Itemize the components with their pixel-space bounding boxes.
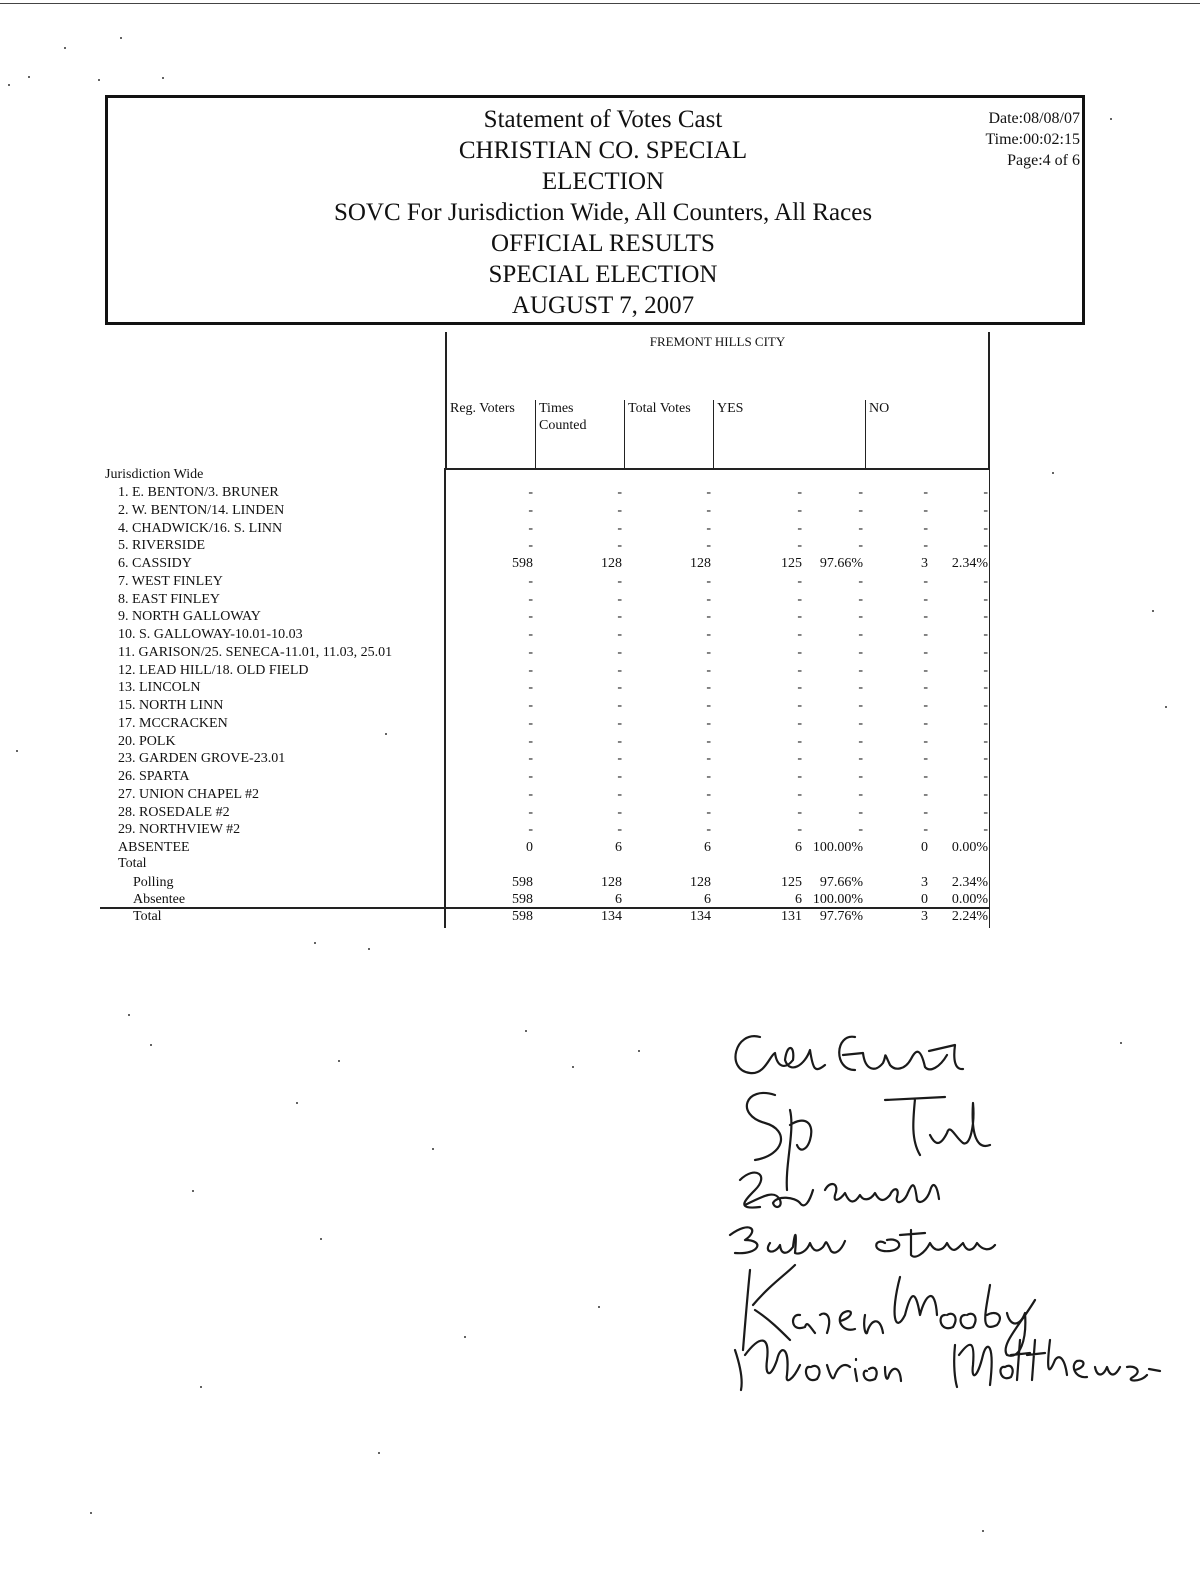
cell-yes-pct: - bbox=[858, 680, 863, 696]
cell-no: - bbox=[923, 822, 928, 838]
title-line: ELECTION bbox=[541, 168, 665, 195]
row-label: Total bbox=[133, 909, 162, 924]
signature-3 bbox=[740, 1173, 939, 1208]
cell-total: 128 bbox=[690, 556, 711, 571]
table-row bbox=[0, 821, 1000, 839]
cell-yes-pct: - bbox=[858, 591, 863, 607]
cell-times: - bbox=[617, 804, 622, 820]
cell-yes-pct: - bbox=[858, 698, 863, 713]
cell-no-pct: - bbox=[983, 644, 988, 660]
cell-reg: - bbox=[528, 715, 533, 731]
cell-times: 128 bbox=[601, 875, 622, 890]
signature-1 bbox=[736, 1036, 963, 1073]
cell-reg: - bbox=[528, 609, 533, 625]
cell-no: - bbox=[923, 715, 928, 731]
cell-reg: 598 bbox=[512, 875, 533, 890]
signature-6 bbox=[735, 1340, 1160, 1390]
cell-total: - bbox=[706, 591, 711, 607]
row-label: 26. SPARTA bbox=[118, 769, 190, 784]
cell-total: - bbox=[706, 698, 711, 713]
signature-block bbox=[715, 1015, 1175, 1395]
title-line: SPECIAL ELECTION bbox=[488, 261, 718, 288]
table-row bbox=[0, 786, 1000, 804]
cell-times: - bbox=[617, 680, 622, 696]
cell-yes-pct: - bbox=[858, 627, 863, 642]
cell-no: - bbox=[923, 627, 928, 642]
cell-yes-pct: 100.00% bbox=[812, 892, 863, 907]
cell-yes: - bbox=[797, 680, 802, 696]
cell-yes: - bbox=[797, 485, 802, 500]
cell-no-pct: 0.00% bbox=[951, 892, 988, 907]
cell-no: 3 bbox=[921, 556, 928, 571]
row-label: 27. UNION CHAPEL #2 bbox=[118, 786, 260, 802]
cell-total: - bbox=[706, 573, 711, 589]
row-label: 17. MCCRACKEN bbox=[118, 715, 228, 731]
cell-yes: 131 bbox=[781, 909, 802, 924]
cell-no-pct: - bbox=[983, 751, 988, 767]
cell-no-pct: - bbox=[983, 715, 988, 731]
cell-reg: - bbox=[528, 591, 533, 607]
cell-reg: - bbox=[528, 662, 533, 678]
cell-yes-pct: - bbox=[858, 822, 863, 838]
table-row bbox=[0, 768, 1000, 786]
row-label: 28. ROSEDALE #2 bbox=[118, 804, 230, 820]
cell-yes-pct: 97.76% bbox=[819, 909, 863, 924]
cell-total: 128 bbox=[690, 875, 711, 890]
cell-yes: - bbox=[797, 822, 802, 838]
cell-times: - bbox=[617, 786, 622, 802]
cell-yes: - bbox=[797, 538, 802, 554]
handwritten-signatures bbox=[715, 1015, 1175, 1395]
table-row bbox=[0, 679, 1000, 697]
cell-yes: 125 bbox=[781, 875, 802, 890]
row-label: 29. NORTHVIEW #2 bbox=[118, 822, 241, 838]
cell-no: 0 bbox=[921, 840, 928, 855]
table-row bbox=[0, 908, 1000, 926]
row-label: 1. E. BENTON/3. BRUNER bbox=[118, 485, 279, 500]
report-date: Date:08/08/07 bbox=[988, 110, 1080, 127]
cell-total: - bbox=[706, 662, 711, 678]
cell-no-pct: - bbox=[983, 786, 988, 802]
totals-label: Total bbox=[118, 856, 147, 871]
cell-no: - bbox=[923, 751, 928, 767]
cell-no: - bbox=[923, 804, 928, 820]
table-row bbox=[0, 715, 1000, 733]
cell-no-pct: - bbox=[983, 733, 988, 749]
cell-no: - bbox=[923, 786, 928, 802]
cell-no-pct: 2.24% bbox=[951, 909, 988, 924]
cell-yes: - bbox=[797, 502, 802, 518]
report-title bbox=[258, 104, 948, 321]
cell-no: - bbox=[923, 520, 928, 536]
col-total-votes: Total Votes bbox=[624, 400, 713, 468]
cell-yes-pct: - bbox=[858, 751, 863, 767]
table-row bbox=[0, 662, 1000, 680]
row-label: 6. CASSIDY bbox=[118, 556, 192, 571]
cell-yes: - bbox=[797, 644, 802, 660]
cell-no: - bbox=[923, 733, 928, 749]
title-line: OFFICIAL RESULTS bbox=[491, 230, 715, 257]
cell-no-pct: - bbox=[983, 520, 988, 536]
cell-no: - bbox=[923, 680, 928, 696]
cell-no-pct: 2.34% bbox=[951, 875, 988, 890]
cell-yes-pct: - bbox=[858, 662, 863, 678]
cell-total: - bbox=[706, 485, 711, 500]
cell-total: - bbox=[706, 680, 711, 696]
cell-no: - bbox=[923, 609, 928, 625]
col-reg-voters: Reg. Voters bbox=[450, 401, 515, 416]
cell-times: - bbox=[617, 751, 622, 767]
cell-no-pct: - bbox=[983, 573, 988, 589]
cell-yes: 6 bbox=[795, 892, 802, 907]
cell-yes-pct: - bbox=[858, 520, 863, 536]
cell-no-pct: - bbox=[983, 485, 988, 500]
cell-times: - bbox=[617, 662, 622, 678]
row-label: 5. RIVERSIDE bbox=[118, 538, 206, 554]
cell-reg: - bbox=[528, 627, 533, 642]
table-row bbox=[0, 537, 1000, 555]
contest-name: FREMONT HILLS CITY bbox=[649, 334, 786, 349]
cell-yes: - bbox=[797, 715, 802, 731]
row-label: 10. S. GALLOWAY-10.01-10.03 bbox=[118, 627, 303, 642]
cell-times: - bbox=[617, 822, 622, 838]
cell-times: 128 bbox=[601, 556, 622, 571]
cell-no: 0 bbox=[921, 892, 928, 907]
cell-total: 134 bbox=[690, 909, 711, 924]
totals-label-row bbox=[0, 855, 1000, 873]
report-time: Time:00:02:15 bbox=[985, 131, 1080, 148]
cell-yes-pct: - bbox=[858, 485, 863, 500]
signature-2 bbox=[747, 1093, 990, 1190]
cell-yes-pct: 97.66% bbox=[819, 875, 863, 890]
section-label: Jurisdiction Wide bbox=[105, 467, 204, 482]
section-label-row bbox=[0, 466, 1000, 484]
cell-no: - bbox=[923, 698, 928, 713]
cell-yes: - bbox=[797, 698, 802, 713]
row-label: Polling bbox=[133, 875, 174, 890]
cell-times: - bbox=[617, 609, 622, 625]
col-yes: YES bbox=[713, 400, 865, 468]
table-row bbox=[0, 874, 1000, 892]
table-row bbox=[0, 697, 1000, 715]
cell-yes-pct: - bbox=[858, 786, 863, 802]
cell-yes: - bbox=[797, 573, 802, 589]
cell-reg: - bbox=[528, 538, 533, 554]
row-label: 8. EAST FINLEY bbox=[118, 591, 221, 607]
cell-no-pct: - bbox=[983, 662, 988, 678]
cell-total: 6 bbox=[704, 892, 711, 907]
title-line: CHRISTIAN CO. SPECIAL bbox=[458, 137, 748, 164]
cell-times: - bbox=[617, 627, 622, 642]
row-label: 4. CHADWICK/16. S. LINN bbox=[118, 520, 283, 536]
cell-times: - bbox=[617, 698, 622, 713]
cell-no-pct: - bbox=[983, 769, 988, 784]
cell-no: - bbox=[923, 485, 928, 500]
row-label: 12. LEAD HILL/18. OLD FIELD bbox=[118, 662, 309, 678]
row-label: 13. LINCOLN bbox=[118, 680, 201, 696]
table-row bbox=[0, 733, 1000, 751]
row-label: 20. POLK bbox=[118, 733, 176, 749]
report-meta bbox=[985, 108, 1080, 171]
cell-total: - bbox=[706, 627, 711, 642]
cell-reg: - bbox=[528, 680, 533, 696]
cell-total: - bbox=[706, 502, 711, 518]
cell-times: - bbox=[617, 715, 622, 731]
cell-no-pct: - bbox=[983, 804, 988, 820]
table-row bbox=[0, 555, 1000, 573]
row-label: 11. GARISON/25. SENECA-11.01, 11.03, 25.01 bbox=[118, 644, 393, 660]
cell-reg: - bbox=[528, 698, 533, 713]
cell-no-pct: - bbox=[983, 502, 988, 518]
cell-yes: - bbox=[797, 591, 802, 607]
cell-total: - bbox=[706, 733, 711, 749]
cell-total: - bbox=[706, 520, 711, 536]
cell-no-pct: - bbox=[983, 627, 988, 642]
cell-yes-pct: - bbox=[858, 502, 863, 518]
cell-yes-pct: - bbox=[858, 538, 863, 554]
cell-times: - bbox=[617, 733, 622, 749]
cell-total: - bbox=[706, 609, 711, 625]
cell-no: - bbox=[923, 538, 928, 554]
cell-total: - bbox=[706, 804, 711, 820]
cell-times: - bbox=[617, 538, 622, 554]
cell-no: - bbox=[923, 591, 928, 607]
cell-yes: - bbox=[797, 520, 802, 536]
row-label: 23. GARDEN GROVE-23.01 bbox=[118, 751, 286, 767]
cell-total: - bbox=[706, 715, 711, 731]
table-row bbox=[0, 626, 1000, 644]
cell-yes-pct: 100.00% bbox=[812, 840, 863, 855]
signature-5 bbox=[743, 1265, 1035, 1356]
cell-times: 6 bbox=[615, 892, 622, 907]
col-times-counted: Times Counted bbox=[535, 400, 624, 468]
title-line: AUGUST 7, 2007 bbox=[511, 292, 695, 319]
table-row bbox=[0, 573, 1000, 591]
cell-reg: - bbox=[528, 786, 533, 802]
title-line: Statement of Votes Cast bbox=[483, 106, 723, 133]
table-row bbox=[0, 750, 1000, 768]
cell-no-pct: - bbox=[983, 591, 988, 607]
cell-yes-pct: 97.66% bbox=[819, 556, 863, 571]
cell-times: - bbox=[617, 591, 622, 607]
cell-total: - bbox=[706, 786, 711, 802]
cell-times: - bbox=[617, 644, 622, 660]
cell-reg: - bbox=[528, 769, 533, 784]
cell-reg: - bbox=[528, 733, 533, 749]
cell-no-pct: 2.34% bbox=[951, 556, 988, 571]
cell-total: 6 bbox=[704, 840, 711, 855]
cell-yes: - bbox=[797, 786, 802, 802]
table-row bbox=[0, 520, 1000, 538]
cell-yes-pct: - bbox=[858, 644, 863, 660]
cell-no-pct: 0.00% bbox=[951, 840, 988, 855]
cell-times: - bbox=[617, 769, 622, 784]
cell-no-pct: - bbox=[983, 698, 988, 713]
cell-times: - bbox=[617, 520, 622, 536]
row-label: Absentee bbox=[133, 892, 186, 907]
cell-no-pct: - bbox=[983, 822, 988, 838]
cell-reg: - bbox=[528, 644, 533, 660]
signature-4 bbox=[730, 1227, 995, 1256]
cell-reg: - bbox=[528, 520, 533, 536]
cell-reg: 0 bbox=[526, 840, 533, 855]
row-label: ABSENTEE bbox=[118, 840, 190, 855]
table-row bbox=[0, 644, 1000, 662]
cell-total: - bbox=[706, 822, 711, 838]
cell-yes: - bbox=[797, 609, 802, 625]
col-no: NO bbox=[865, 400, 990, 468]
report-page: Page:4 of 6 bbox=[1007, 152, 1080, 169]
title-line: SOVC For Jurisdiction Wide, All Counters, All Races bbox=[333, 199, 873, 226]
cell-total: - bbox=[706, 538, 711, 554]
table-row bbox=[0, 804, 1000, 822]
cell-yes: 125 bbox=[781, 556, 802, 571]
row-label: 15. NORTH LINN bbox=[118, 698, 224, 713]
cell-no: - bbox=[923, 769, 928, 784]
cell-reg: - bbox=[528, 822, 533, 838]
cell-total: - bbox=[706, 644, 711, 660]
cell-no: - bbox=[923, 662, 928, 678]
cell-reg: - bbox=[528, 573, 533, 589]
row-label: 9. NORTH GALLOWAY bbox=[118, 609, 261, 625]
contest-header bbox=[445, 332, 990, 470]
cell-yes-pct: - bbox=[858, 609, 863, 625]
cell-no: - bbox=[923, 502, 928, 518]
cell-no-pct: - bbox=[983, 680, 988, 696]
cell-yes: - bbox=[797, 627, 802, 642]
cell-yes-pct: - bbox=[858, 733, 863, 749]
cell-no: 3 bbox=[921, 875, 928, 890]
cell-no: - bbox=[923, 644, 928, 660]
cell-times: - bbox=[617, 485, 622, 500]
scan-top-line bbox=[0, 3, 1200, 4]
cell-times: 134 bbox=[601, 909, 622, 924]
cell-times: - bbox=[617, 502, 622, 518]
cell-yes: - bbox=[797, 769, 802, 784]
cell-reg: 598 bbox=[512, 556, 533, 571]
cell-yes-pct: - bbox=[858, 573, 863, 589]
cell-yes: - bbox=[797, 751, 802, 767]
cell-yes: - bbox=[797, 662, 802, 678]
cell-yes-pct: - bbox=[858, 804, 863, 820]
cell-yes-pct: - bbox=[858, 769, 863, 784]
summary-rule bbox=[100, 907, 990, 909]
row-label: 2. W. BENTON/14. LINDEN bbox=[118, 502, 285, 518]
cell-total: - bbox=[706, 769, 711, 784]
cell-reg: - bbox=[528, 804, 533, 820]
cell-no: 3 bbox=[921, 909, 928, 924]
cell-yes: 6 bbox=[795, 840, 802, 855]
cell-total: - bbox=[706, 751, 711, 767]
cell-times: - bbox=[617, 573, 622, 589]
cell-no-pct: - bbox=[983, 538, 988, 554]
cell-no-pct: - bbox=[983, 609, 988, 625]
cell-reg: 598 bbox=[512, 909, 533, 924]
row-label: 7. WEST FINLEY bbox=[118, 573, 223, 589]
cell-reg: 598 bbox=[512, 892, 533, 907]
table-row bbox=[0, 608, 1000, 626]
cell-reg: - bbox=[528, 502, 533, 518]
report-header bbox=[105, 95, 1085, 325]
cell-no: - bbox=[923, 573, 928, 589]
cell-yes-pct: - bbox=[858, 715, 863, 731]
table-row bbox=[0, 484, 1000, 502]
cell-reg: - bbox=[528, 751, 533, 767]
table-row bbox=[0, 502, 1000, 520]
cell-times: 6 bbox=[615, 840, 622, 855]
cell-yes: - bbox=[797, 804, 802, 820]
cell-reg: - bbox=[528, 485, 533, 500]
table-row bbox=[0, 591, 1000, 609]
cell-yes: - bbox=[797, 733, 802, 749]
